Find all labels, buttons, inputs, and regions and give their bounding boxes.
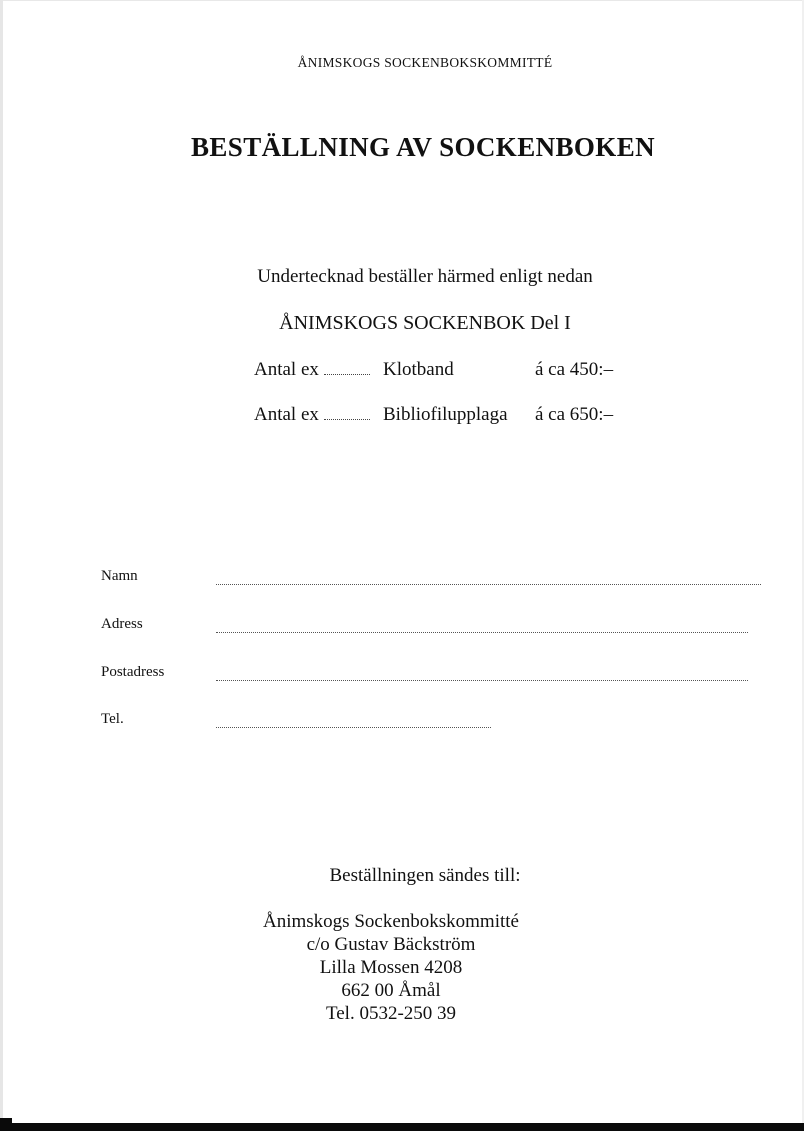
address-line: Lilla Mossen 4208 — [319, 957, 463, 978]
page-title: BESTÄLLNING AV SOCKENBOKEN — [190, 132, 656, 162]
address-blank-line[interactable] — [216, 631, 748, 633]
order-intro: Undertecknad beställer härmed enligt nedan — [257, 266, 593, 287]
send-to-address — [0, 910, 782, 1025]
quantity-blank[interactable] — [324, 418, 370, 420]
name-blank-line[interactable] — [216, 583, 761, 585]
edition-type: Klotband — [383, 359, 454, 380]
book-title: ÅNIMSKOGS SOCKENBOK Del I — [279, 312, 571, 334]
postal-address-label: Postadress — [101, 664, 165, 680]
phone-field — [101, 711, 761, 733]
page-top-edge — [0, 0, 804, 1]
order-row-bibliofil — [254, 404, 654, 430]
scan-bottom-shadow — [0, 1123, 804, 1131]
address-label: Adress — [101, 616, 143, 632]
quantity-label: Antal ex — [254, 359, 319, 380]
name-label: Namn — [101, 568, 138, 584]
quantity-label: Antal ex — [254, 404, 319, 425]
address-line: Tel. 0532-250 39 — [325, 1003, 457, 1024]
quantity-blank[interactable] — [324, 373, 370, 375]
name-field — [101, 568, 761, 590]
postal-address-field — [101, 664, 761, 686]
address-line: 662 00 Åmål — [341, 980, 441, 1001]
edition-price: á ca 650:– — [535, 404, 614, 425]
edition-type: Bibliofilupplaga — [383, 404, 508, 425]
address-line: Ånimskogs Sockenbokskommitté — [263, 911, 519, 932]
send-to-heading: Beställningen sändes till: — [329, 865, 521, 886]
phone-label: Tel. — [101, 711, 124, 727]
address-line: c/o Gustav Bäckström — [306, 934, 476, 955]
order-row-klotband — [254, 359, 654, 385]
committee-name: ÅNIMSKOGS SOCKENBOKSKOMMITTÉ — [297, 55, 553, 70]
phone-blank-line[interactable] — [216, 726, 491, 728]
postal-address-blank-line[interactable] — [216, 679, 748, 681]
edition-price: á ca 450:– — [535, 359, 614, 380]
address-field — [101, 616, 761, 638]
